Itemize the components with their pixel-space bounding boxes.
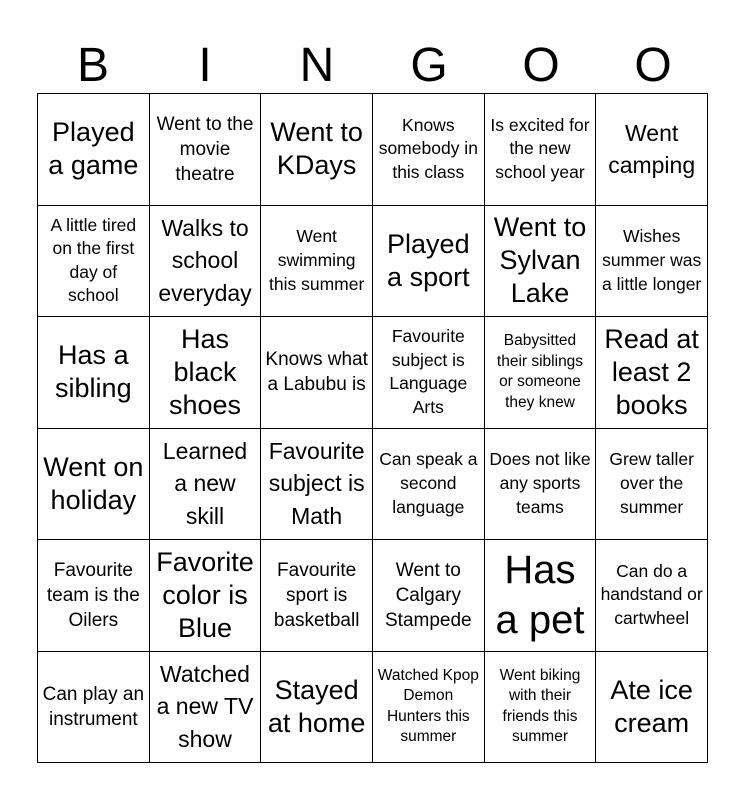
cell-text: Went on holiday xyxy=(43,451,144,515)
bingo-cell[interactable] xyxy=(373,652,485,764)
cell-text: Went to Sylvan Lake xyxy=(493,212,587,309)
cell-text: Read at least 2 books xyxy=(604,323,699,420)
bingo-cell[interactable] xyxy=(150,206,262,318)
bingo-header xyxy=(37,38,709,94)
bingo-cell[interactable] xyxy=(373,429,485,541)
bingo-cell[interactable] xyxy=(485,429,597,541)
bingo-cell[interactable] xyxy=(596,206,708,318)
cell-text: Does not like any sports teams xyxy=(489,449,591,517)
bingo-cell[interactable] xyxy=(38,206,150,318)
bingo-cell[interactable] xyxy=(150,540,262,652)
cell-text: Ate ice cream xyxy=(610,674,693,738)
cell-text: Can do a handstand or cartwheel xyxy=(600,560,703,629)
bingo-cell[interactable] xyxy=(261,540,373,652)
cell-text: Favourite subject is Math xyxy=(268,437,365,530)
bingo-cell[interactable] xyxy=(373,94,485,206)
bingo-cell[interactable] xyxy=(485,652,597,764)
cell-text: Watched a new TV show xyxy=(156,660,254,753)
bingo-cell[interactable] xyxy=(150,317,262,429)
bingo-cell[interactable] xyxy=(38,652,150,764)
cell-text: Went swimming this summer xyxy=(269,226,365,294)
bingo-cell[interactable] xyxy=(596,652,708,764)
cell-text: Walks to school everyday xyxy=(158,214,252,307)
bingo-cell[interactable] xyxy=(485,540,597,652)
cell-text: Can play an instrument xyxy=(42,683,145,730)
cell-text: Knows somebody in this class xyxy=(378,114,478,183)
bingo-cell[interactable] xyxy=(38,429,150,541)
cell-text: Babysitted their siblings or someone they knew xyxy=(496,332,584,411)
bingo-cell[interactable] xyxy=(261,652,373,764)
bingo-cell[interactable] xyxy=(150,652,262,764)
cell-text: Knows what a Labubu is xyxy=(265,349,368,396)
cell-text: Wishes summer was a little longer xyxy=(602,226,702,294)
bingo-cell[interactable] xyxy=(373,206,485,318)
bingo-cell[interactable] xyxy=(261,429,373,541)
bingo-cell[interactable] xyxy=(261,206,373,318)
cell-text: Went to Calgary Stampede xyxy=(385,559,472,631)
header-letter-i: I xyxy=(198,39,212,92)
cell-text: Favourite subject is Language Arts xyxy=(389,326,468,417)
bingo-cell[interactable] xyxy=(261,317,373,429)
cell-text: Went camping xyxy=(608,119,696,179)
cell-text: Favourite team is the Oilers xyxy=(46,559,140,631)
cell-text: Played a sport xyxy=(387,228,470,292)
cell-text: Learned a new skill xyxy=(162,437,248,530)
cell-text: Went to KDays xyxy=(270,117,363,181)
cell-text: Stayed at home xyxy=(267,674,366,738)
cell-text: Grew taller over the summer xyxy=(609,449,694,517)
bingo-card-grid xyxy=(37,93,708,763)
bingo-cell[interactable] xyxy=(485,94,597,206)
header-letter-g: G xyxy=(410,39,448,92)
cell-text: Watched Kpop Demon Hunters this summer xyxy=(377,666,479,746)
cell-text: Played a game xyxy=(48,117,139,181)
bingo-cell[interactable] xyxy=(38,94,150,206)
header-letter-b: B xyxy=(76,39,109,92)
bingo-cell[interactable] xyxy=(596,540,708,652)
bingo-cell[interactable] xyxy=(596,317,708,429)
bingo-cell[interactable] xyxy=(596,429,708,541)
cell-text: Favorite color is Blue xyxy=(156,546,254,643)
cell-text: Is excited for the new school year xyxy=(490,114,590,183)
cell-text: Has black shoes xyxy=(168,323,242,420)
bingo-cell[interactable] xyxy=(150,94,262,206)
bingo-cell[interactable] xyxy=(596,94,708,206)
bingo-cell[interactable] xyxy=(261,94,373,206)
bingo-cell[interactable] xyxy=(38,317,150,429)
bingo-cell[interactable] xyxy=(485,317,597,429)
bingo-cell[interactable] xyxy=(150,429,262,541)
cell-text: Has a pet xyxy=(495,548,585,643)
bingo-cell[interactable] xyxy=(373,317,485,429)
cell-text: Can speak a second language xyxy=(379,449,478,517)
bingo-cell[interactable] xyxy=(373,540,485,652)
cell-text: Went to the movie theatre xyxy=(156,113,254,185)
cell-text: Went biking with their friends this summer xyxy=(499,666,581,746)
bingo-cell[interactable] xyxy=(38,540,150,652)
bingo-cell[interactable] xyxy=(485,206,597,318)
cell-text: Favourite sport is basketball xyxy=(273,559,360,631)
header-letter-o-2: O xyxy=(634,39,672,92)
cell-text: A little tired on the first day of school xyxy=(50,214,137,306)
header-letter-n: N xyxy=(299,39,335,92)
header-letter-o: O xyxy=(522,39,560,92)
cell-text: Has a sibling xyxy=(55,340,132,404)
